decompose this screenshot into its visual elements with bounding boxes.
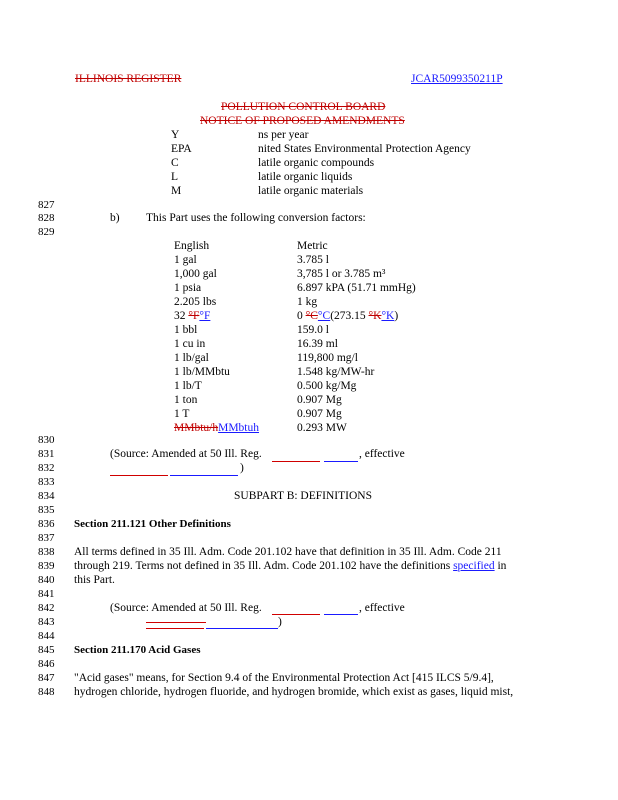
blank-red-line	[110, 475, 168, 476]
abbr-desc: ns per year	[258, 129, 309, 141]
inserted-word: specified	[453, 560, 495, 572]
metric-value: 119,800 mg/l	[297, 352, 358, 364]
line-number: 844	[38, 630, 55, 642]
deleted-unit: °F	[188, 310, 200, 322]
abbr-term: C	[171, 157, 179, 169]
body-text-part: in	[494, 560, 507, 572]
line-number: 827	[38, 199, 55, 211]
metric-value: 159.0 l	[297, 324, 329, 336]
english-value	[174, 422, 259, 434]
english-value: 1 bbl	[174, 324, 198, 336]
line-number: 845	[38, 644, 55, 656]
notice-title: NOTICE OF PROPOSED AMENDMENTS	[200, 115, 405, 127]
metric-value: 0.907 Mg	[297, 408, 342, 420]
metric-number: 0	[297, 310, 306, 322]
body-text: hydrogen chloride, hydrogen fluoride, and hydrogen bromide, which exist as gases, liquid mist,	[74, 686, 514, 698]
english-value: 1 lb/MMbtu	[174, 366, 230, 378]
register-title: ILLINOIS REGISTER	[75, 73, 182, 85]
abbr-term: Y	[171, 129, 180, 141]
line-number: 840	[38, 574, 55, 586]
body-text	[74, 560, 506, 572]
section-heading: Section 211.121 Other Definitions	[74, 518, 231, 530]
deleted-unit: MMbtu/h	[174, 422, 219, 434]
blank-blue-line	[324, 614, 358, 615]
english-header: English	[174, 240, 210, 252]
metric-value: 16.39 ml	[297, 338, 338, 350]
metric-value: 0.500 kg/Mg	[297, 380, 357, 392]
english-value	[174, 310, 210, 322]
english-value: 1 T	[174, 408, 190, 420]
line-number: 834	[38, 490, 55, 502]
line-number: 847	[38, 672, 55, 684]
effective-label: , effective	[359, 602, 405, 614]
agency-title: POLLUTION CONTROL BOARD	[221, 101, 386, 113]
metric-value: 0.907 Mg	[297, 394, 342, 406]
deleted-unit: °K	[368, 310, 382, 322]
line-number: 846	[38, 658, 55, 670]
abbr-desc: nited States Environmental Protection Agency	[258, 143, 471, 155]
metric-value: 6.897 kPA (51.71 mmHg)	[297, 282, 416, 294]
source-close: )	[240, 462, 244, 474]
line-number: 843	[38, 616, 55, 628]
source-close: )	[278, 616, 282, 628]
blank-blue-line	[170, 475, 238, 476]
body-text: this Part.	[74, 574, 115, 586]
abbr-term: M	[171, 185, 182, 197]
blank-red-line	[146, 628, 204, 629]
deleted-unit: °C	[305, 310, 318, 322]
line-number: 831	[38, 448, 55, 460]
source-note: (Source: Amended at 50 Ill. Reg.	[110, 602, 262, 614]
line-number: 848	[38, 686, 55, 698]
line-number: 837	[38, 532, 55, 544]
line-number: 842	[38, 602, 55, 614]
english-value: 1,000 gal	[174, 268, 217, 280]
subsection-label: b)	[110, 212, 120, 224]
blank-red-line	[272, 461, 320, 462]
body-text: "Acid gases" means, for Section 9.4 of the Environmental Protection Act [415 ILCS 5/9.4],	[74, 672, 494, 684]
effective-label: , effective	[359, 448, 405, 460]
line-number: 829	[38, 226, 55, 238]
metric-value	[297, 310, 398, 322]
abbr-desc: latile organic materials	[258, 185, 364, 197]
metric-value: 0.293 MW	[297, 422, 347, 434]
english-value: 1 psia	[174, 282, 202, 294]
line-number: 836	[38, 518, 55, 530]
line-number: 828	[38, 212, 55, 224]
subpart-heading: SUBPART B: DEFINITIONS	[234, 490, 372, 502]
body-text-part: through 219. Terms not defined in 35 Ill. Adm. Code 201.102 have the definitions	[74, 560, 454, 572]
english-value: 1 ton	[174, 394, 198, 406]
jcar-code: JCAR5099350211P	[411, 73, 503, 85]
inserted-unit: °F	[199, 310, 211, 322]
section-heading: Section 211.170 Acid Gases	[74, 644, 201, 656]
blank-red-line	[146, 622, 206, 623]
line-number: 833	[38, 476, 55, 488]
metric-value: 1 kg	[297, 296, 318, 308]
english-value: 1 cu in	[174, 338, 206, 350]
english-value: 1 lb/T	[174, 380, 202, 392]
line-number: 841	[38, 588, 55, 600]
inserted-unit: MMbtuh	[218, 422, 259, 434]
kelvin-text: (273.15	[330, 310, 369, 322]
english-number: 32	[174, 310, 189, 322]
metric-header: Metric	[297, 240, 328, 252]
metric-value: 3.785 l	[297, 254, 329, 266]
line-number: 835	[38, 504, 55, 516]
blank-red-line	[272, 614, 320, 615]
abbr-term: EPA	[171, 143, 192, 155]
line-number: 832	[38, 462, 55, 474]
blank-blue-line	[324, 461, 358, 462]
inserted-unit: °K	[381, 310, 395, 322]
abbr-desc: latile organic liquids	[258, 171, 353, 183]
metric-value: 3,785 l or 3.785 m³	[297, 268, 386, 280]
inserted-unit: °C	[317, 310, 331, 322]
metric-value: 1.548 kg/MW-hr	[297, 366, 375, 378]
conversion-intro: This Part uses the following conversion factors:	[146, 212, 366, 224]
blank-blue-line	[206, 628, 278, 629]
source-note: (Source: Amended at 50 Ill. Reg.	[110, 448, 262, 460]
kelvin-close: )	[394, 310, 399, 322]
line-number: 830	[38, 434, 55, 446]
english-value: 1 lb/gal	[174, 352, 209, 364]
english-value: 1 gal	[174, 254, 197, 266]
line-number: 838	[38, 546, 55, 558]
body-text: All terms defined in 35 Ill. Adm. Code 201.102 have that definition in 35 Ill. Adm. Code 211	[74, 546, 502, 558]
abbr-desc: latile organic compounds	[258, 157, 375, 169]
english-value: 2.205 lbs	[174, 296, 217, 308]
abbr-term: L	[171, 171, 179, 183]
line-number: 839	[38, 560, 55, 572]
